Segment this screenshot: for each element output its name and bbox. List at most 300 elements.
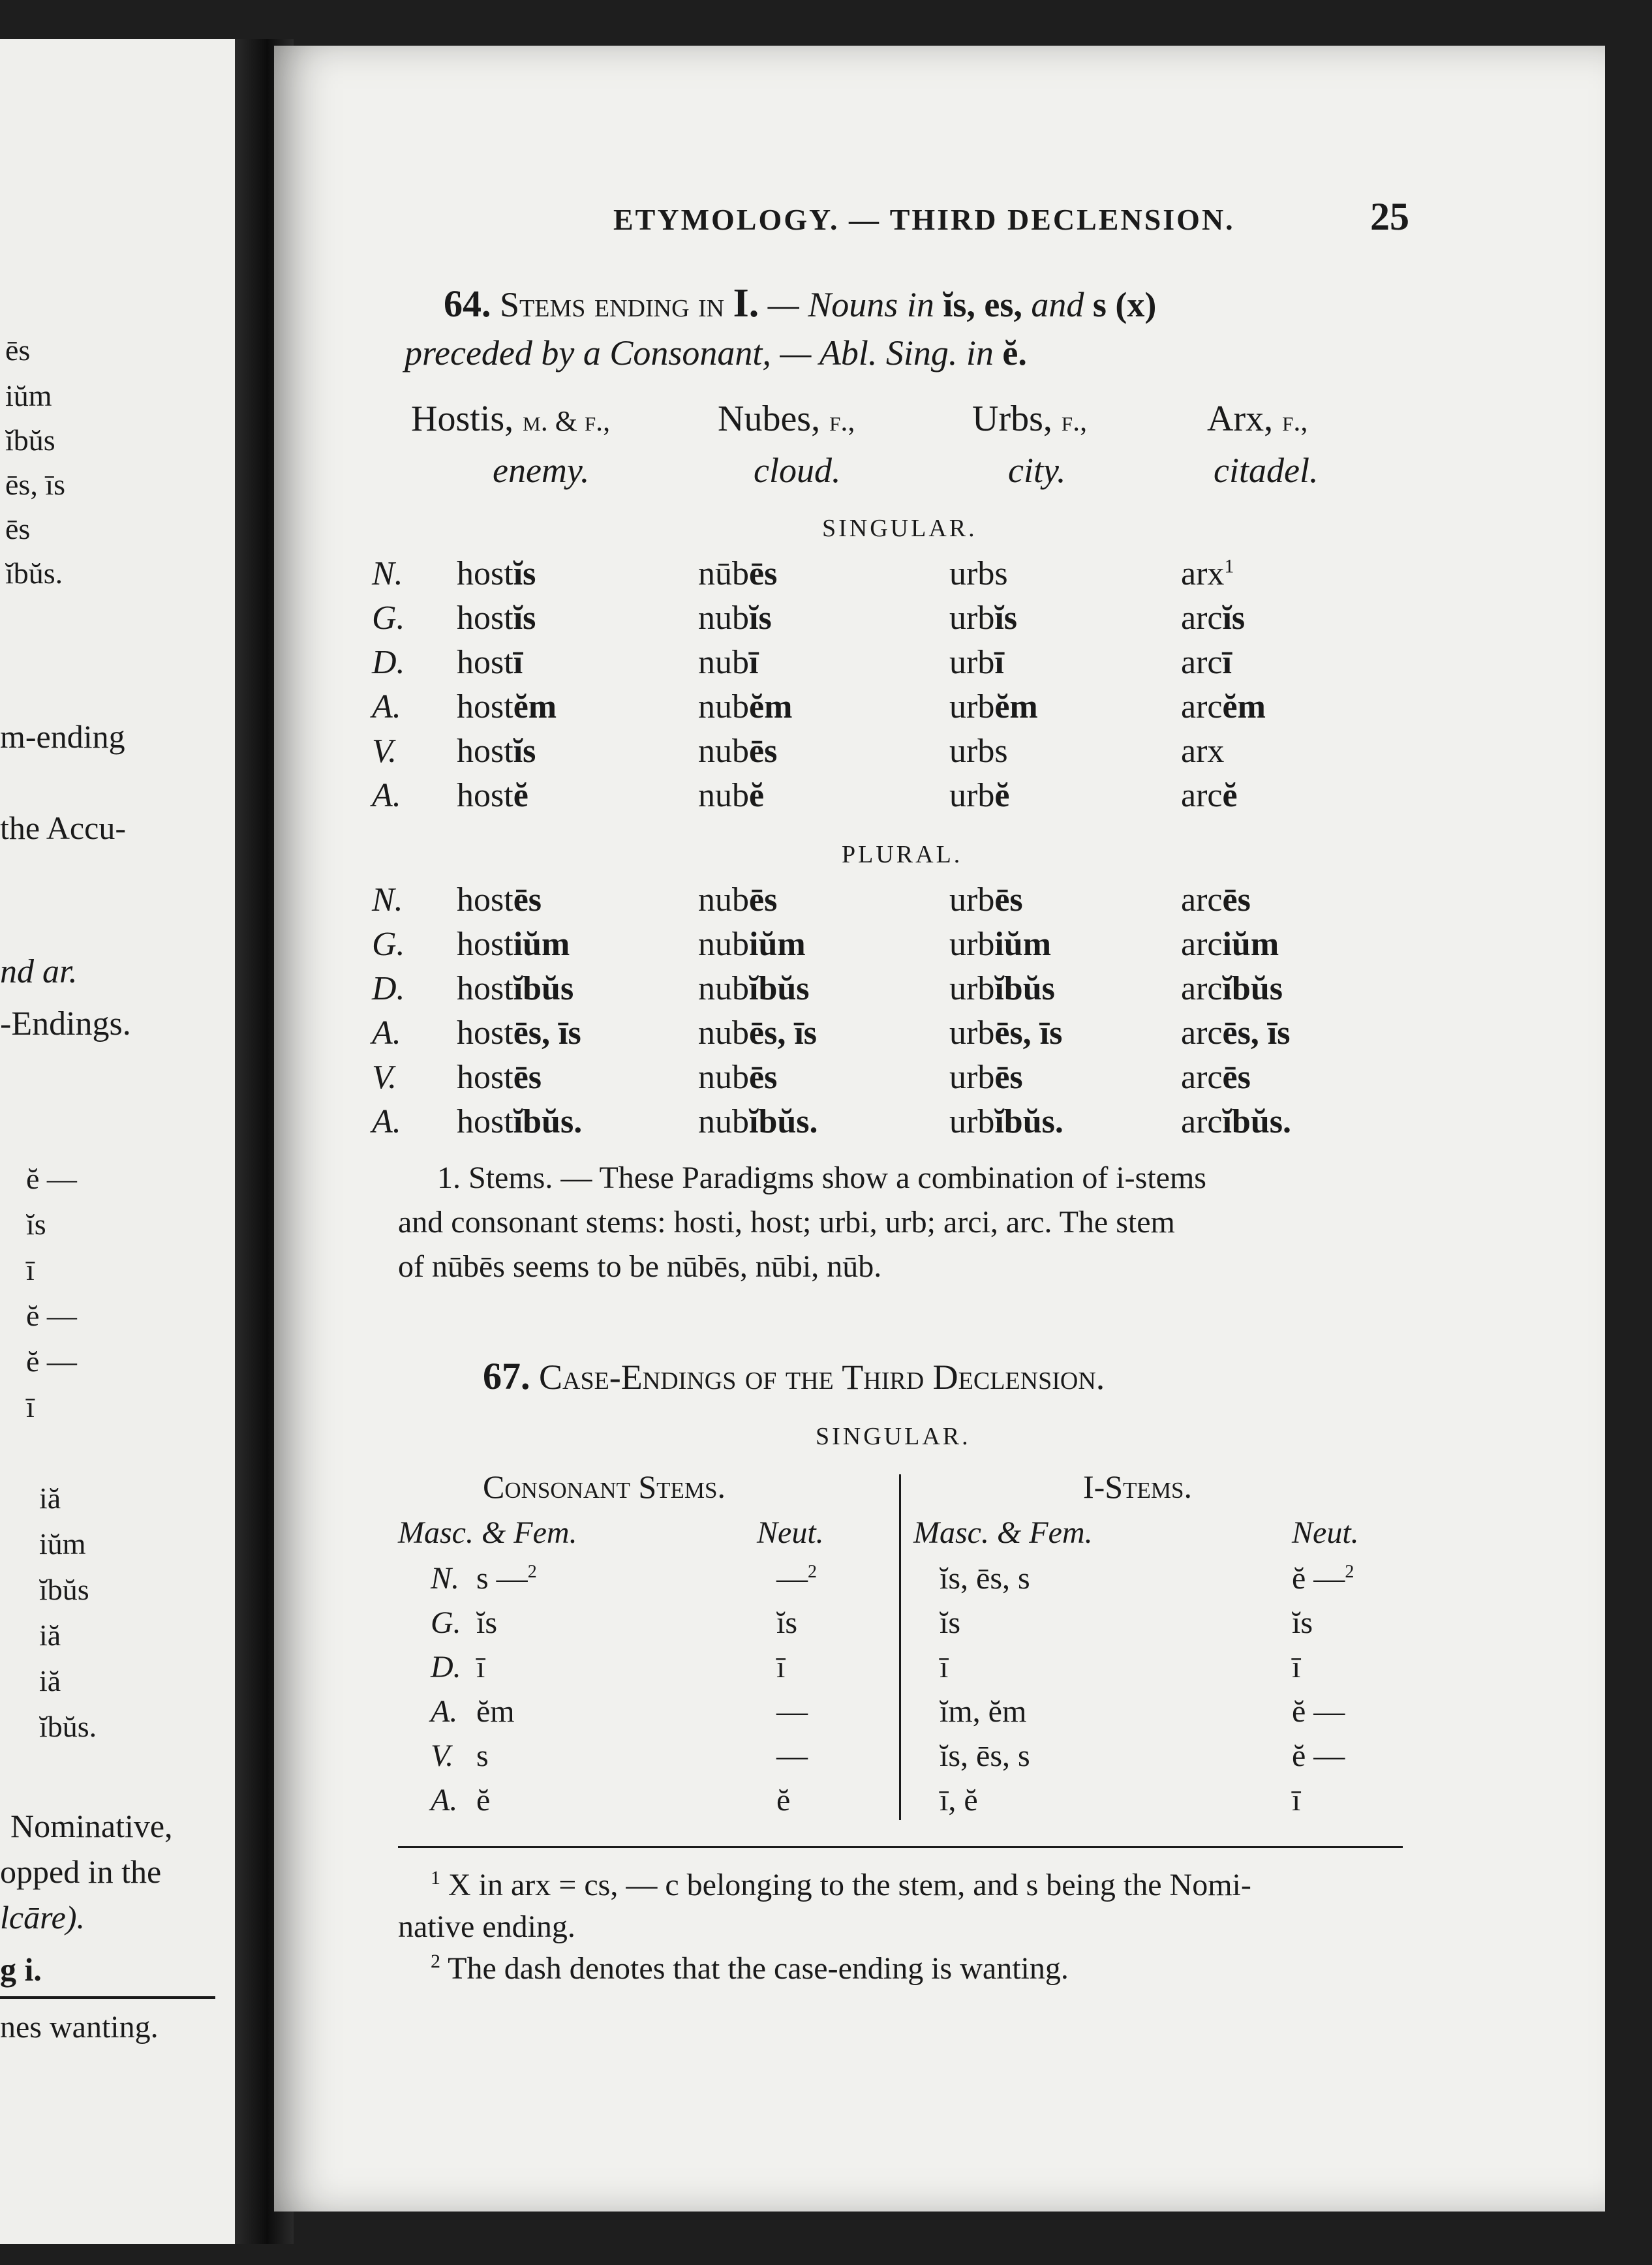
form-ending: ēs (749, 1059, 778, 1096)
form-stem: urb (949, 926, 995, 963)
paradigm-form (698, 643, 758, 682)
form-stem: host (457, 688, 513, 725)
case-ending (776, 1694, 808, 1729)
ending-text: ĭs (776, 1605, 798, 1640)
case-ending (776, 1560, 817, 1596)
paradigm-form (698, 555, 777, 593)
ending-text: — (776, 1694, 808, 1729)
form-ending: ĭs (994, 600, 1018, 637)
form-ending: iŭm (994, 926, 1052, 963)
ending-text: ī (476, 1650, 485, 1684)
case-label: A. (372, 1014, 401, 1052)
case-label: D. (372, 644, 405, 681)
form-stem: arc (1181, 1103, 1223, 1140)
form-ending: ēs (749, 555, 778, 592)
fragment: Nominative, (10, 1808, 173, 1844)
ending-text: ĭs (1292, 1605, 1313, 1640)
fragment: ĕ — (26, 1299, 77, 1332)
footnote-rule (398, 1846, 1403, 1848)
form-stem: arc (1181, 777, 1223, 814)
ending-text: ĕ — (1292, 1694, 1345, 1729)
group-header-consonant: Consonant Stems. (483, 1468, 726, 1505)
form-ending: ēs, īs (749, 1014, 817, 1052)
form-ending: ĭbŭs. (513, 1103, 583, 1140)
form-stem: host (457, 733, 513, 770)
column-word: Nubes, (718, 399, 821, 439)
form-ending: iŭm (513, 926, 570, 963)
fragment: ĕ — (26, 1162, 77, 1195)
ending-text: ī, ĕ (940, 1783, 978, 1817)
form-stem: arc (1181, 688, 1223, 725)
form-stem: arc (1181, 1014, 1223, 1052)
form-ending: ēs, īs (513, 1014, 581, 1052)
footnote (431, 1867, 1251, 1903)
fragment: ī (26, 1390, 35, 1423)
form-stem: nub (698, 1014, 749, 1052)
case-label: V. (372, 733, 397, 770)
paradigm-form (1181, 1058, 1251, 1097)
form-stem: nub (698, 777, 749, 814)
case-ending (476, 1782, 490, 1818)
form-ending: ĕ (994, 777, 1010, 814)
paradigm-form (457, 688, 557, 726)
column-word: Urbs, (972, 399, 1052, 439)
form-stem: urb (949, 777, 995, 814)
running-header: ETYMOLOGY. — THIRD DECLENSION. (613, 203, 1235, 236)
ending-text: ĭm, ĕm (940, 1694, 1027, 1729)
ending-text: D. (431, 1650, 461, 1684)
ending-text: ĕ — (1292, 1739, 1345, 1773)
paradigm-form (949, 688, 1038, 726)
section-title: Case-Endings of the Third Declension. (539, 1358, 1105, 1397)
stems-note-line: and consonant stems: hosti, host; urbi, urb; arci, arc. The stem (398, 1205, 1175, 1239)
footnote-ref: 2 (527, 1562, 537, 1582)
footnote-text: The dash denotes that the case-ending is wanting. (448, 1951, 1069, 1986)
column-meaning: enemy. (493, 451, 590, 490)
paradigm-form (698, 969, 810, 1008)
form-stem: host (457, 970, 513, 1007)
paradigm-form (949, 643, 1004, 682)
ending-text: A. (431, 1694, 458, 1729)
paradigm-form (457, 555, 536, 593)
form-stem: arc (1181, 970, 1223, 1007)
section-title: Stems ending in (500, 285, 725, 324)
case-ending (940, 1605, 960, 1641)
case-ending (476, 1560, 537, 1596)
case-label (431, 1560, 459, 1596)
form-stem: nub (698, 881, 749, 919)
sub-header: Masc. & Fem. (398, 1515, 577, 1550)
conjunction: and (1031, 285, 1084, 324)
column-header (411, 398, 610, 440)
ending-text: A. (431, 1783, 458, 1817)
case-ending (476, 1738, 489, 1774)
form-ending: ĭbŭs. (994, 1103, 1063, 1140)
fragment: g i. (0, 1951, 42, 1988)
column-gender: f., (1061, 405, 1088, 437)
paradigm-form (1181, 688, 1266, 726)
form-stem: urb (949, 600, 995, 637)
sub-header: Neut. (757, 1515, 824, 1550)
form-ending: ēs (513, 1059, 542, 1096)
form-ending: ĕm (994, 688, 1038, 725)
form-ending: ēs, īs (1222, 1014, 1291, 1052)
column-header (972, 398, 1087, 440)
fragment: ī (26, 1253, 35, 1286)
facing-page (0, 39, 235, 2244)
section-number: 64. (444, 282, 491, 325)
form-stem: host (457, 1103, 513, 1140)
form-stem: host (457, 881, 513, 919)
fragment: opped in the (0, 1853, 162, 1890)
fragment: ēs, īs (5, 468, 65, 501)
paradigm-form (457, 969, 574, 1008)
form-ending: ēs, īs (994, 1014, 1063, 1052)
paradigm-form (457, 732, 536, 770)
form-stem: host (457, 1059, 513, 1096)
column-meaning: city. (1008, 451, 1066, 490)
paradigm-form (698, 881, 777, 919)
form-ending: ēs (1222, 1059, 1251, 1096)
column-word: Arx, (1207, 399, 1274, 439)
ending-text: ĕ — (1292, 1561, 1345, 1596)
paradigm-form (949, 1102, 1063, 1141)
case-label: G. (372, 926, 405, 963)
form-stem: nub (698, 600, 749, 637)
case-label (431, 1694, 457, 1729)
paradigm-form (698, 776, 764, 815)
fragment: ĭbŭs (39, 1573, 89, 1606)
case-ending (776, 1605, 797, 1641)
paradigm-form (457, 925, 570, 964)
form-ending: ĭs (1222, 600, 1246, 637)
ending-text: ĭs, ēs, s (940, 1739, 1030, 1773)
paradigm-form (698, 688, 792, 726)
fragment: -Endings. (0, 1005, 131, 1042)
footnote-ref: 1 (1224, 555, 1234, 577)
form-ending: ēs (994, 881, 1023, 919)
paradigm-form (949, 1058, 1023, 1097)
footnote (431, 1951, 1069, 1986)
form-ending: ĕ (513, 777, 528, 814)
paradigm-form (698, 599, 772, 637)
case-ending (476, 1694, 515, 1729)
ending-text: N. (431, 1561, 460, 1596)
form-ending: ĭbŭs (1222, 970, 1283, 1007)
ending-text: ī (776, 1650, 786, 1684)
paradigm-form (1181, 599, 1245, 637)
case-ending (776, 1738, 808, 1774)
page-number: 25 (1370, 195, 1409, 238)
form-stem: urb (949, 644, 995, 681)
paradigm-form (1181, 969, 1283, 1008)
case-label (431, 1738, 453, 1774)
paradigm-form (1181, 643, 1232, 682)
paradigm-form (1181, 732, 1224, 770)
form-stem: host (457, 555, 513, 592)
paradigm-form (949, 1014, 1062, 1052)
paradigm-form (1181, 925, 1279, 964)
form-ending: ĭs (513, 600, 536, 637)
fragment: ēs (5, 333, 31, 367)
form-stem: host (457, 600, 513, 637)
form-ending: ī (513, 644, 523, 681)
column-divider (899, 1474, 901, 1820)
form-ending: ĭbŭs (994, 970, 1055, 1007)
case-ending (1292, 1605, 1313, 1641)
sub-header: Neut. (1292, 1515, 1359, 1550)
ending-text: ī (1292, 1783, 1301, 1817)
column-gender: m. & f., (523, 405, 611, 437)
paradigm-form (949, 732, 1008, 770)
fragment: iă (39, 1664, 61, 1697)
fragment: m-ending (0, 718, 125, 755)
ending-text: ĭs (940, 1605, 961, 1640)
ending-text: ī (940, 1650, 949, 1684)
paradigm-form (1181, 555, 1234, 593)
case-ending (940, 1560, 1030, 1596)
fragment: iŭm (5, 379, 52, 412)
form-stem: nub (698, 1103, 749, 1140)
section-64-subtitle (405, 333, 1027, 373)
section-number: 67. (483, 1355, 530, 1397)
footnote-text: X in arx = cs, — c belonging to the stem, and s being the Nomi- (448, 1868, 1251, 1902)
paradigm-form (698, 1014, 817, 1052)
fragment: iŭm (39, 1527, 86, 1560)
paradigm-form (1181, 1102, 1291, 1141)
ending-text: — (776, 1561, 808, 1596)
case-ending (776, 1782, 790, 1818)
form-ending: ĕ (749, 777, 765, 814)
ending-text: ĭs (476, 1605, 498, 1640)
form-ending: ĕm (1222, 688, 1266, 725)
form-ending: ĭs (513, 555, 536, 592)
form-stem: nub (698, 644, 749, 681)
group-header-i-stems: I-Stems. (1083, 1468, 1192, 1505)
form-stem: nub (698, 733, 749, 770)
form-stem: nūb (698, 555, 749, 592)
paradigm-form (457, 1102, 582, 1141)
form-ending: ēs (749, 881, 778, 919)
fragment: iă (39, 1482, 61, 1515)
case-ending (776, 1649, 785, 1685)
form-stem: urb (949, 970, 995, 1007)
paradigm-form (949, 925, 1051, 964)
footnote-rule (0, 1996, 215, 1999)
main-page (274, 46, 1605, 2212)
form-stem: host (457, 777, 513, 814)
column-header (718, 398, 855, 440)
form-stem: arc (1181, 600, 1223, 637)
form-stem: nub (698, 1059, 749, 1096)
form-ending: ĕ (1222, 777, 1238, 814)
case-label: G. (372, 600, 405, 637)
paradigm-form (698, 1058, 777, 1097)
case-label: A. (372, 777, 401, 814)
paradigm-form (949, 599, 1017, 637)
ending: s (x) (1092, 285, 1157, 324)
form-stem: host (457, 644, 513, 681)
case-ending (1292, 1649, 1300, 1685)
fragment: ĕ — (26, 1345, 77, 1378)
form-stem: urb (949, 1014, 995, 1052)
form-ending: ĕm (749, 688, 793, 725)
case-ending (1292, 1782, 1300, 1818)
form-stem: arx (1181, 555, 1225, 592)
paradigm-form (1181, 776, 1238, 815)
form-ending: ĭs (749, 600, 772, 637)
fragment: the Accu- (0, 810, 126, 846)
ending-text: V. (431, 1739, 454, 1773)
form-stem: host (457, 926, 513, 963)
paradigm-form (698, 1102, 818, 1141)
case-label: A. (372, 688, 401, 725)
case-label: V. (372, 1059, 397, 1096)
fragment: nd ar. (0, 953, 78, 990)
form-stem: nub (698, 926, 749, 963)
fragment: ĭbŭs (5, 423, 55, 457)
case-ending (1292, 1560, 1354, 1596)
fragment: nes wanting. (0, 2010, 159, 2045)
footnote-mark: 1 (431, 1867, 440, 1889)
case-ending (940, 1782, 978, 1818)
form-ending: ēs (749, 733, 778, 770)
footnote-ref: 2 (808, 1562, 817, 1582)
form-ending: ēs (1222, 881, 1251, 919)
form-ending: ĭbŭs. (749, 1103, 818, 1140)
singular-label: SINGULAR. (822, 515, 977, 542)
paradigm-form (457, 643, 523, 682)
ending: ĕ. (1002, 333, 1027, 372)
form-stem: arc (1181, 881, 1223, 919)
case-label: N. (372, 881, 403, 919)
stems-note-line: 1. Stems. — These Paradigms show a combination of i-stems (437, 1161, 1206, 1195)
case-label: N. (372, 555, 403, 592)
form-stem: urb (949, 1103, 995, 1140)
column-word: Hostis, (411, 399, 514, 439)
form-ending: ī (749, 644, 759, 681)
case-label (431, 1782, 457, 1818)
ending-text: G. (431, 1605, 461, 1640)
form-stem: arx (1181, 733, 1225, 770)
footnote-ref: 2 (1345, 1562, 1354, 1582)
paradigm-form (949, 969, 1055, 1008)
section-67-title (483, 1354, 1105, 1398)
case-ending (1292, 1694, 1345, 1729)
column-gender: f., (829, 405, 855, 437)
footnote-mark: 2 (431, 1951, 440, 1972)
form-stem: arc (1181, 1059, 1223, 1096)
ending: es, (984, 285, 1022, 324)
ending-text: ĕ (476, 1783, 491, 1817)
form-stem: arc (1181, 926, 1223, 963)
form-stem: arc (1181, 644, 1223, 681)
form-ending: ī (1222, 644, 1232, 681)
form-ending: ĭbŭs (749, 970, 810, 1007)
paradigm-form (457, 1058, 542, 1097)
form-stem: urbs (949, 733, 1008, 770)
singular-label: SINGULAR. (816, 1423, 971, 1450)
ending-text: ĕ (776, 1783, 791, 1817)
case-ending (940, 1738, 1030, 1774)
ending-text: ī (1292, 1650, 1301, 1684)
form-stem: urb (949, 881, 995, 919)
case-label: D. (372, 970, 405, 1007)
section-title-bold: I. (733, 281, 759, 326)
form-stem: urb (949, 1059, 995, 1096)
section-64-title (444, 281, 1156, 327)
form-ending: ēs (994, 1059, 1023, 1096)
ending-text: ĭs, ēs, s (940, 1561, 1030, 1596)
fragment: ĭbŭs. (39, 1710, 97, 1743)
case-ending (1292, 1738, 1345, 1774)
ending-text: ĕm (476, 1694, 515, 1729)
case-label (431, 1649, 461, 1685)
paradigm-form (698, 925, 806, 964)
case-ending (476, 1605, 497, 1641)
case-label: A. (372, 1103, 401, 1140)
paradigm-form (457, 881, 542, 919)
ending-text: s (476, 1739, 489, 1773)
paradigm-form (1181, 881, 1251, 919)
form-ending: ĭbŭs. (1222, 1103, 1292, 1140)
ending: ĭs, (943, 285, 975, 324)
fragment: ēs (5, 512, 31, 545)
column-meaning: cloud. (754, 451, 841, 490)
paradigm-form (1181, 1014, 1290, 1052)
form-ending: iŭm (749, 926, 806, 963)
paradigm-form (949, 555, 1008, 593)
form-ending: ēs (513, 881, 542, 919)
form-ending: iŭm (1222, 926, 1279, 963)
paradigm-form (949, 776, 1009, 815)
stems-note-line: of nūbēs seems to be nūbēs, nūbi, nūb. (398, 1249, 882, 1284)
subtitle-text: preceded by a Consonant, — Abl. Sing. in (405, 333, 994, 372)
paradigm-form (457, 599, 536, 637)
form-ending: ĭbŭs (513, 970, 574, 1007)
fragment: ĭs (26, 1208, 46, 1241)
form-ending: ī (994, 644, 1004, 681)
fragment: lcāre). (0, 1899, 85, 1936)
form-stem: nub (698, 970, 749, 1007)
footnote-text: native ending. (398, 1909, 575, 1944)
sub-header: Masc. & Fem. (913, 1515, 1093, 1550)
ending-text: — (776, 1739, 808, 1773)
plural-label: PLURAL. (842, 841, 963, 868)
column-gender: f., (1282, 405, 1308, 437)
case-label (431, 1605, 461, 1641)
case-ending (940, 1694, 1026, 1729)
section-title-rest: — Nouns in (767, 285, 934, 324)
paradigm-form (698, 732, 777, 770)
ending-text: s — (476, 1561, 528, 1596)
fragment: iă (39, 1619, 61, 1652)
column-header (1207, 398, 1308, 440)
form-ending: ĕm (513, 688, 557, 725)
form-stem: nub (698, 688, 749, 725)
form-stem: urbs (949, 555, 1008, 592)
column-meaning: citadel. (1214, 451, 1319, 490)
paradigm-form (949, 881, 1023, 919)
case-ending (940, 1649, 948, 1685)
form-stem: urb (949, 688, 995, 725)
paradigm-form (457, 776, 528, 815)
form-ending: ĭs (513, 733, 536, 770)
paradigm-form (457, 1014, 581, 1052)
case-ending (476, 1649, 485, 1685)
fragment: ĭbŭs. (5, 556, 63, 590)
form-stem: host (457, 1014, 513, 1052)
